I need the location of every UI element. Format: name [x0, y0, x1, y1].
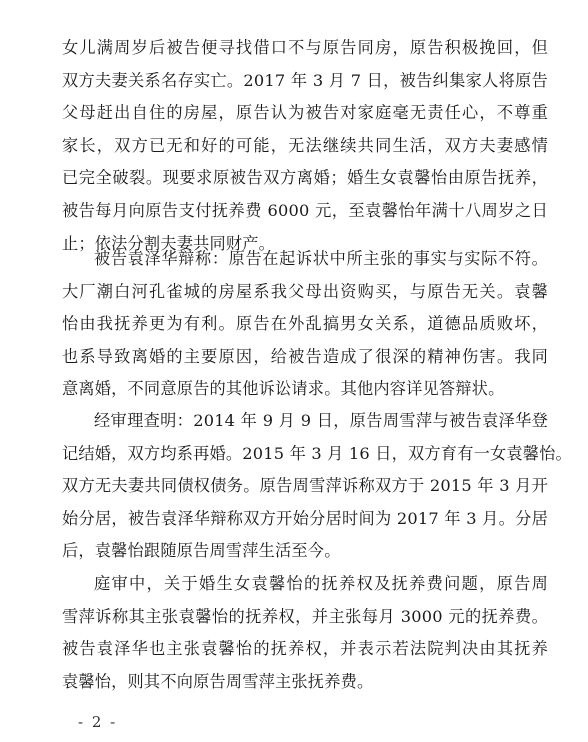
- text-line: 始分居，被告袁泽华辩称双方开始分居时间为 2017 年 3 月。分居: [62, 508, 548, 528]
- text-line: 袁馨怡，则其不向原告周雪萍主张抚养费。: [62, 671, 374, 691]
- paragraph-trial-custody: [62, 568, 548, 698]
- page-number: - 2 -: [78, 713, 118, 731]
- text-line: 记结婚，双方均系再婚。2015 年 3 月 16 日，双方育有一女袁馨怡。: [62, 443, 572, 463]
- text-line: 庭审中，关于婚生女袁馨怡的抚养权及抚养费问题，原告周: [94, 574, 548, 593]
- text-line: 怡由我抚养更为有利。原告在外乱搞男女关系，道德品质败坏，: [62, 314, 548, 334]
- text-line: 被告每月向原告支付抚养费 6000 元，至袁馨怡年满十八周岁之日: [62, 200, 548, 220]
- text-line: 已完全破裂。现要求原被告双方离婚；婚生女袁馨怡由原告抚养，: [62, 168, 548, 188]
- paragraph-findings-of-fact: [62, 405, 572, 568]
- text-line: 后，袁馨怡跟随原告周雪萍生活至今。: [62, 541, 341, 561]
- text-line: 意离婚，不同意原告的其他诉讼请求。其他内容详见答辩状。: [62, 379, 505, 399]
- text-line: 止；依法分割夫妻共同财产。: [62, 233, 276, 253]
- text-line: 雪萍诉称其主张袁馨怡的抚养权，并主张每月 3000 元的抚养费。: [62, 606, 548, 626]
- text-line: 被告袁泽华辩称：原告在起诉状中所主张的事实与实际不符。: [94, 249, 548, 268]
- text-line: 家长，双方已无和好的可能，无法继续共同生活，双方夫妻感情: [62, 135, 548, 155]
- text-line: 双方无夫妻共同债权债务。原告周雪萍诉称双方于 2015 年 3 月开: [62, 476, 548, 496]
- text-line: 经审理查明：2014 年 9 月 9 日，原告周雪萍与被告袁泽华登: [94, 411, 548, 430]
- text-line: 双方夫妻关系名存实亡。2017 年 3 月 7 日，被告纠集家人将原告: [62, 70, 548, 90]
- text-line: 被告袁泽华也主张袁馨怡的抚养权，并表示若法院判决由其抚养: [62, 639, 548, 659]
- text-line: 女儿满周岁后被告便寻找借口不与原告同房，原告积极挽回，但: [62, 38, 548, 57]
- text-line: 也系导致离婚的主要原因，给被告造成了很深的精神伤害。我同: [62, 346, 548, 366]
- paragraph-defendant-defense: [62, 243, 548, 406]
- text-line: 父母赶出自住的房屋，原告认为被告对家庭毫无责任心，不尊重: [62, 103, 548, 123]
- paragraph-plaintiff-claims: [62, 32, 548, 260]
- text-line: 大厂潮白河孔雀城的房屋系我父母出资购买，与原告无关。袁馨: [62, 281, 548, 301]
